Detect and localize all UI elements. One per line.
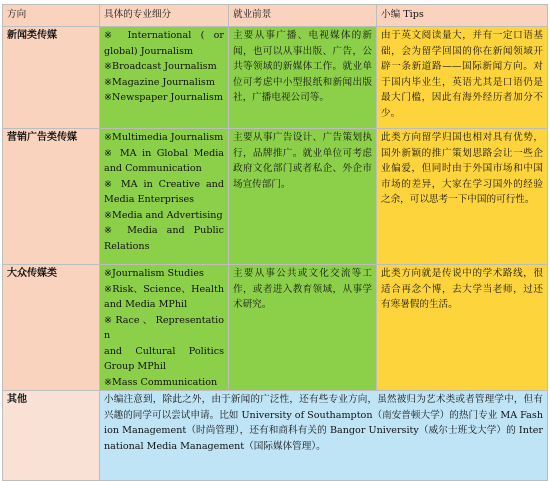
specialty-item: ※Risk、Science、Health [104, 283, 224, 295]
specialty-item: ※Multimedia Journalism [104, 132, 224, 143]
specialty-item: ※Mass Communication [104, 376, 218, 388]
direction-cell [3, 265, 100, 391]
direction-label: 营销广告类传媒 [7, 132, 77, 143]
specialty-cell [100, 265, 229, 391]
specialty-item: ※ International ( or [104, 30, 224, 41]
header-row [3, 5, 548, 27]
prospects-text: 主要从事公共或文化交流等工作，或者进入教育领域，从事学术研究。 [233, 268, 372, 310]
tips-text: 此类方向就是传说中的学术路线，很适合再念个博，去大学当老师，过还有寒暑假的生活。 [381, 268, 543, 310]
specialty-cell [100, 129, 229, 265]
specialty-item: Media Enterprises [104, 194, 195, 205]
specialty-item: ※Journalism Studies [104, 268, 204, 279]
specialty-cell [100, 27, 229, 129]
note-cell [100, 391, 548, 481]
table-row [3, 391, 548, 481]
specialty-item: ※Newspaper Journalism [104, 92, 224, 103]
specialty-item: ※Media and Advertising [104, 209, 223, 221]
note-text: 小编注意到，除此之外，由于新闻的广泛性，还有些专业方向，虽然被归为艺术类或者管理学中，但有兴趣的同学可以尝试申请。比如 University of Southampton（南安普顿大学）的热门专业 MA Fashion Management（时尚管理），还有和商科有关的 Bangor University（威尔士班戈大学）的 International Media Management（国际媒体管理）。 [104, 394, 543, 452]
direction-cell [3, 391, 100, 481]
tips-cell [377, 27, 548, 129]
direction-label: 大众传媒类 [7, 268, 57, 279]
direction-label: 其他 [7, 394, 27, 405]
specialty-item: ※ MA in Creative and [104, 178, 224, 190]
prospects-cell [229, 129, 377, 265]
specialty-item: ※Magazine Journalism [104, 76, 215, 88]
tips-text: 此类方向留学归国也相对具有优势，国外新颖的推广策划思路会让一些企业偏爱，但同时由于外国市场和中国市场的差异，大家在学习国外的经验之余，可以思考一下中国的可行性。 [381, 132, 543, 205]
specialty-item: ※ Media and Public [104, 225, 224, 236]
prospects-text: 主要从事广播、电视媒体的新闻，也可以从事出版、广告，公共等领域的新媒体工作。就业单位可考虑中小型报纸和新闻出版社，广播电视公司等。 [233, 30, 372, 103]
header-tips: 小编 Tips [377, 5, 548, 27]
specialty-item: and Cultural Politics [104, 345, 224, 357]
header-prospects: 就业前景 [229, 5, 377, 27]
direction-cell [3, 129, 100, 265]
tips-cell [377, 265, 548, 391]
specialty-item: ※ Race 、 Representation [104, 314, 224, 341]
table-row [3, 27, 548, 129]
direction-label: 新闻类传媒 [7, 30, 57, 41]
prospects-cell [229, 27, 377, 129]
header-direction: 方向 [3, 5, 100, 27]
tips-text: 由于英文阅读量大，并有一定口语基础，会为留学回国的你在新闻领域开辟一条新道路——国际新闻方向。对于国内毕业生，英语尤其是口语仍是最大门槛，因此有海外经历者加分不少。 [381, 30, 543, 119]
specialty-item: Relations [104, 240, 150, 252]
specialty-item: and Media MPhil [104, 299, 188, 310]
specialty-item: global) Journalism [104, 45, 194, 57]
specialty-item: Group MPhil [104, 361, 166, 372]
tips-cell [377, 129, 548, 265]
specialty-table [2, 4, 548, 481]
table-row [3, 129, 548, 265]
direction-cell [3, 27, 100, 129]
specialty-item: ※ MA in Global Media [104, 147, 224, 159]
specialty-item: and Communication [104, 163, 202, 174]
prospects-text: 主要从事广告设计、广告策划执行，品牌推广。就业单位可考虑政府文化部门或者私企、外企市场宣传部门。 [233, 132, 372, 190]
header-specialty: 具体的专业细分 [100, 5, 229, 27]
specialty-item: ※Broadcast Journalism [104, 61, 217, 72]
table-row [3, 265, 548, 391]
prospects-cell [229, 265, 377, 391]
